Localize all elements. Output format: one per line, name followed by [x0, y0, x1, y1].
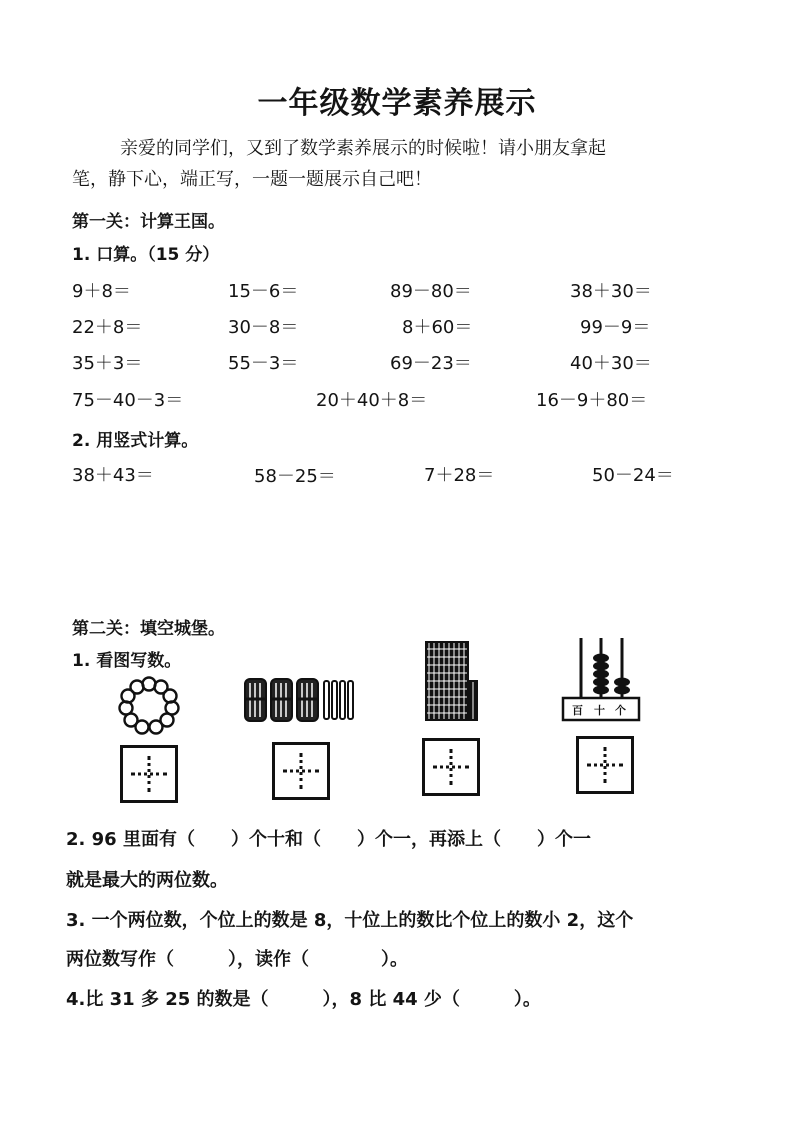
intro-line-1: 亲爱的同学们，又到了数学素养展示的时候啦！请小朋友拿起 — [120, 138, 606, 159]
answer-box[interactable] — [576, 736, 634, 794]
oral-item: 22＋8＝ — [72, 317, 143, 338]
bead-ring-picture — [116, 676, 182, 736]
oral-item: 55－3＝ — [228, 353, 299, 374]
part2-heading: 第二关：填空城堡。 — [72, 619, 225, 639]
vertical-item: 50－24＝ — [592, 465, 674, 486]
oral-item: 99－9＝ — [580, 317, 651, 338]
part1-heading: 第一关：计算王国。 — [72, 212, 225, 232]
hundred-block-picture — [424, 640, 480, 722]
oral-item: 30－8＝ — [228, 317, 299, 338]
abacus-label-tens: 十 — [594, 704, 605, 717]
fill-q3-line2: 两位数写作（ ），读作（ ）。 — [66, 949, 408, 970]
q1-label: 1. 口算。（15 分） — [72, 245, 220, 265]
vertical-item: 38＋43＝ — [72, 465, 154, 486]
answer-box[interactable] — [272, 742, 330, 800]
oral-item: 38＋30＝ — [570, 281, 652, 302]
oral-item: 40＋30＝ — [570, 353, 652, 374]
look-write-label: 1. 看图写数。 — [72, 651, 182, 671]
oral-item: 35＋3＝ — [72, 353, 143, 374]
oral-item: 16－9＋80＝ — [536, 390, 648, 411]
vertical-item: 7＋28＝ — [424, 465, 495, 486]
fill-q2-line2: 就是最大的两位数。 — [66, 870, 228, 891]
abacus-label-hundreds: 百 — [572, 704, 583, 717]
oral-item: 9＋8＝ — [72, 281, 131, 302]
answer-box[interactable] — [422, 738, 480, 796]
abacus-label-ones: 个 — [615, 704, 626, 717]
oral-item: 75－40－3＝ — [72, 390, 184, 411]
fill-q2-line1: 2. 96 里面有（ ）个十和（ ）个一，再添上（ ）个一 — [66, 829, 591, 850]
oral-item: 8＋60＝ — [402, 317, 473, 338]
q2-label: 2. 用竖式计算。 — [72, 431, 199, 451]
intro-line-2: 笔，静下心，端正写，一题一题展示自己吧！ — [72, 169, 432, 190]
fill-q3-line1: 3. 一个两位数，个位上的数是 8，十位上的数比个位上的数小 2，这个 — [66, 910, 634, 931]
stick-bundles-picture — [244, 677, 360, 723]
answer-box[interactable] — [120, 745, 178, 803]
oral-item: 69－23＝ — [390, 353, 472, 374]
fill-q4-line1: 4.比 31 多 25 的数是（ ），8 比 44 少（ ）。 — [66, 989, 541, 1010]
oral-item: 89－80＝ — [390, 281, 472, 302]
vertical-item: 58－25＝ — [254, 466, 336, 487]
oral-item: 20＋40＋8＝ — [316, 390, 428, 411]
oral-item: 15－6＝ — [228, 281, 299, 302]
page-title: 一年级数学素养展示 — [257, 86, 537, 121]
